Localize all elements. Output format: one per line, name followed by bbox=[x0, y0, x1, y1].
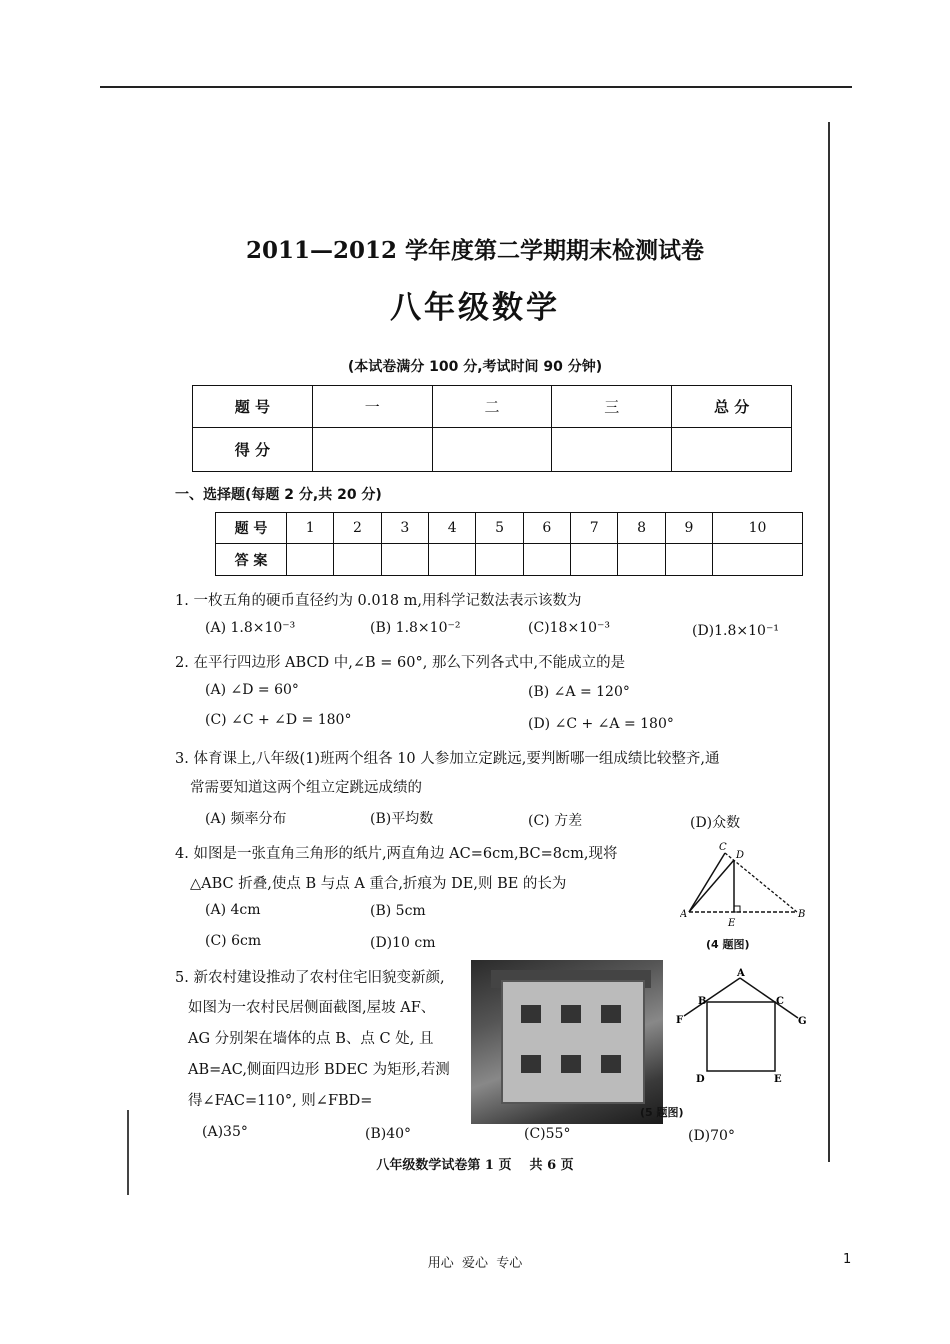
q1-option-d[interactable]: (D)1.8×10⁻¹ bbox=[692, 623, 779, 639]
score-header-cell: 一 bbox=[312, 386, 432, 428]
answer-header-label: 题 号 bbox=[216, 513, 287, 544]
score-header-cell: 三 bbox=[552, 386, 672, 428]
question-2-text: 2. 在平行四边形 ABCD 中,∠B = 60°, 那么下列各式中,不能成立的是 bbox=[175, 655, 626, 671]
answer-number: 4 bbox=[429, 513, 476, 544]
fig4-side-cb bbox=[725, 853, 797, 912]
figure-4-triangle bbox=[680, 838, 810, 930]
figure-5-caption: (5 题图) bbox=[640, 1106, 684, 1119]
answer-cell[interactable] bbox=[665, 544, 712, 576]
score-header-cell: 总 分 bbox=[672, 386, 792, 428]
fig4-side-ac bbox=[689, 853, 725, 912]
score-cell[interactable] bbox=[552, 428, 672, 472]
fig4-label-e: E bbox=[728, 918, 736, 929]
fig5-label-e: E bbox=[774, 1074, 782, 1085]
answer-number: 10 bbox=[713, 513, 803, 544]
q2-option-b[interactable]: (B) ∠A = 120° bbox=[528, 684, 630, 700]
q4-option-a[interactable]: (A) 4cm bbox=[205, 902, 261, 918]
figure-4-caption: (4 题图) bbox=[706, 938, 750, 951]
question-1-text: 1. 一枚五角的硬币直径约为 0.018 m,用科学记数法表示该数为 bbox=[175, 593, 582, 609]
answer-number: 9 bbox=[665, 513, 712, 544]
answer-row-label: 答 案 bbox=[216, 544, 287, 576]
question-5-text-5: 得∠FAC=110°, 则∠FBD= bbox=[188, 1093, 373, 1109]
score-header-cell: 题 号 bbox=[193, 386, 313, 428]
question-4-text: 4. 如图是一张直角三角形的纸片,两直角边 AC=6cm,BC=8cm,现将 bbox=[175, 846, 618, 862]
fig5-label-a: A bbox=[737, 968, 745, 979]
q5-option-b[interactable]: (B)40° bbox=[365, 1126, 412, 1142]
binding-line bbox=[828, 122, 830, 1162]
question-5-text: 5. 新农村建设推动了农村住宅旧貌变新颜, bbox=[175, 970, 445, 986]
q4-option-d[interactable]: (D)10 cm bbox=[370, 935, 436, 951]
fig4-label-c: C bbox=[719, 842, 727, 853]
question-5-text-4: AB=AC,侧面四边形 BDEC 为矩形,若测 bbox=[188, 1062, 450, 1078]
q1-option-a[interactable]: (A) 1.8×10⁻³ bbox=[205, 620, 296, 636]
answer-cell[interactable] bbox=[429, 544, 476, 576]
answer-number: 5 bbox=[476, 513, 523, 544]
question-3-text-cont: 常需要知道这两个组立定跳远成绩的 bbox=[190, 780, 422, 796]
question-4-text-cont: △ABC 折叠,使点 B 与点 A 重合,折痕为 DE,则 BE 的长为 bbox=[190, 876, 567, 892]
answer-cell[interactable] bbox=[287, 544, 334, 576]
fig5-label-f: F bbox=[676, 1015, 684, 1026]
q3-option-c[interactable]: (C) 方差 bbox=[528, 813, 583, 829]
q5-option-d[interactable]: (D)70° bbox=[688, 1128, 735, 1144]
answer-number: 2 bbox=[334, 513, 381, 544]
footer-slogan: 用心 爱心 专心 bbox=[427, 1256, 523, 1271]
question-3-text: 3. 体育课上,八年级(1)班两个组各 10 人参加立定跳远,要判断哪一组成绩比较整齐,通 bbox=[175, 751, 720, 767]
exam-title: 2011—2012 学年度第二学期期末检测试卷 bbox=[245, 237, 705, 264]
fig5-roof-ag bbox=[740, 978, 798, 1018]
fig4-label-a: A bbox=[680, 909, 688, 920]
q5-option-a[interactable]: (A)35° bbox=[202, 1124, 248, 1140]
answer-number: 8 bbox=[618, 513, 665, 544]
exam-subject: 八年级数学 bbox=[390, 290, 560, 326]
q4-option-b[interactable]: (B) 5cm bbox=[370, 903, 426, 919]
fig5-label-d: D bbox=[696, 1074, 705, 1085]
score-row-label: 得 分 bbox=[193, 428, 313, 472]
answer-cell[interactable] bbox=[571, 544, 618, 576]
score-cell[interactable] bbox=[312, 428, 432, 472]
q5-option-c[interactable]: (C)55° bbox=[524, 1126, 571, 1142]
answer-cell[interactable] bbox=[713, 544, 803, 576]
page-number: 1 bbox=[843, 1252, 852, 1267]
margin-line bbox=[127, 1110, 129, 1195]
section-heading: 一、选择题(每题 2 分,共 20 分) bbox=[175, 487, 382, 503]
top-rule bbox=[100, 86, 852, 88]
answer-cell[interactable] bbox=[334, 544, 381, 576]
q1-option-b[interactable]: (B) 1.8×10⁻² bbox=[370, 620, 461, 636]
house-photo bbox=[471, 960, 663, 1124]
exam-note: (本试卷满分 100 分,考试时间 90 分钟) bbox=[347, 359, 603, 375]
answer-number: 6 bbox=[523, 513, 570, 544]
q3-option-a[interactable]: (A) 频率分布 bbox=[205, 811, 287, 827]
question-5-text-3: AG 分别架在墙体的点 B、点 C 处, 且 bbox=[188, 1031, 434, 1047]
score-cell[interactable] bbox=[672, 428, 792, 472]
q4-option-c[interactable]: (C) 6cm bbox=[205, 933, 262, 949]
figure-5-house bbox=[674, 968, 814, 1086]
fig4-label-d: D bbox=[736, 850, 745, 861]
q3-option-b[interactable]: (B)平均数 bbox=[370, 811, 434, 827]
fig4-fold-ad bbox=[689, 860, 734, 912]
q2-option-c[interactable]: (C) ∠C + ∠D = 180° bbox=[205, 712, 352, 728]
fig5-roof-af bbox=[684, 978, 740, 1016]
fig4-label-b: B bbox=[798, 909, 806, 920]
page-info: 八年级数学试卷第 1 页 共 6 页 bbox=[376, 1158, 574, 1173]
q2-option-d[interactable]: (D) ∠C + ∠A = 180° bbox=[528, 716, 674, 732]
answer-number: 3 bbox=[381, 513, 428, 544]
answer-cell[interactable] bbox=[523, 544, 570, 576]
q3-option-d[interactable]: (D)众数 bbox=[690, 815, 741, 831]
score-table bbox=[192, 385, 792, 472]
answer-number: 7 bbox=[571, 513, 618, 544]
answer-cell[interactable] bbox=[618, 544, 665, 576]
fig5-label-b: B bbox=[698, 996, 707, 1007]
answer-table bbox=[215, 512, 803, 576]
score-header-cell: 二 bbox=[432, 386, 552, 428]
fig5-rectangle-bdec bbox=[707, 1002, 775, 1071]
answer-number: 1 bbox=[287, 513, 334, 544]
answer-cell[interactable] bbox=[381, 544, 428, 576]
q2-option-a[interactable]: (A) ∠D = 60° bbox=[205, 682, 299, 698]
fig5-label-c: C bbox=[776, 996, 784, 1007]
score-cell[interactable] bbox=[432, 428, 552, 472]
q1-option-c[interactable]: (C)18×10⁻³ bbox=[528, 620, 610, 636]
fig4-right-angle bbox=[734, 906, 740, 912]
question-5-text-2: 如图为一农村民居侧面截图,屋坡 AF、 bbox=[188, 1000, 436, 1016]
fig5-label-g: G bbox=[798, 1016, 807, 1027]
answer-cell[interactable] bbox=[476, 544, 523, 576]
